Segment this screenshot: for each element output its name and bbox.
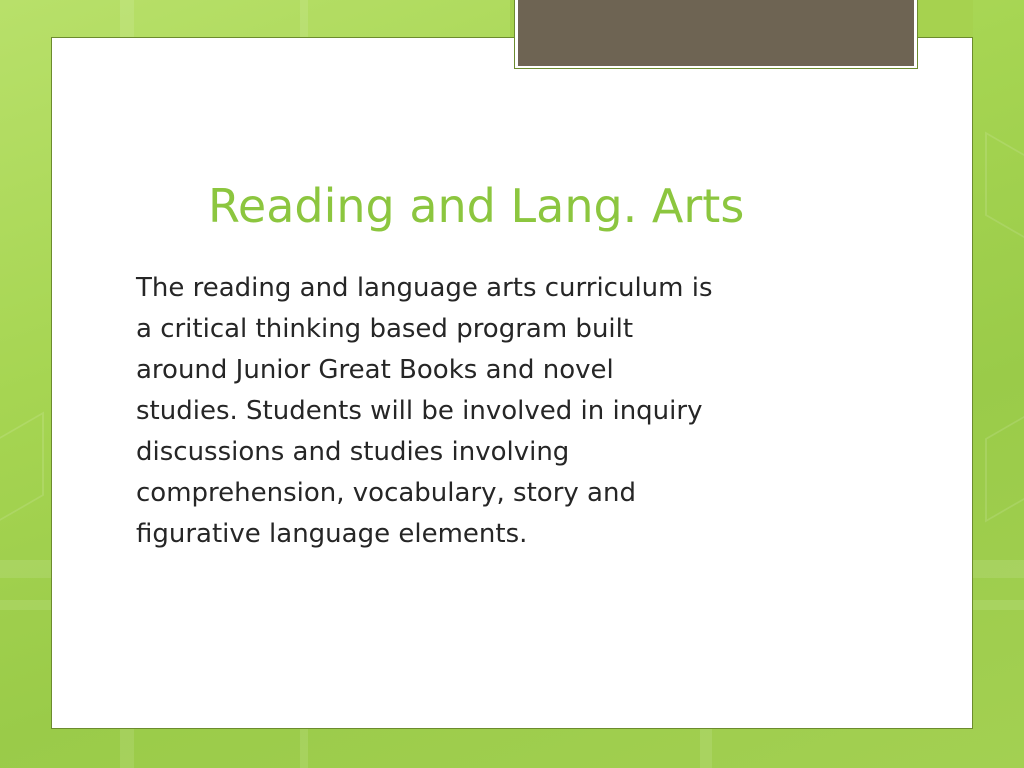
background-hexagon <box>0 412 44 533</box>
slide-body-text: The reading and language arts curriculum is a critical thinking based program built around Junior Great Books and novel studies. Students will be involved in inquiry discussions and studies involving comprehension, vocabulary, story and figurative language elements. <box>136 273 713 549</box>
corner-tab-block <box>518 0 914 66</box>
slide-title: Reading and Lang. Arts <box>208 179 745 233</box>
background-hexagon <box>985 402 1024 523</box>
background-hexagon <box>985 132 1024 253</box>
